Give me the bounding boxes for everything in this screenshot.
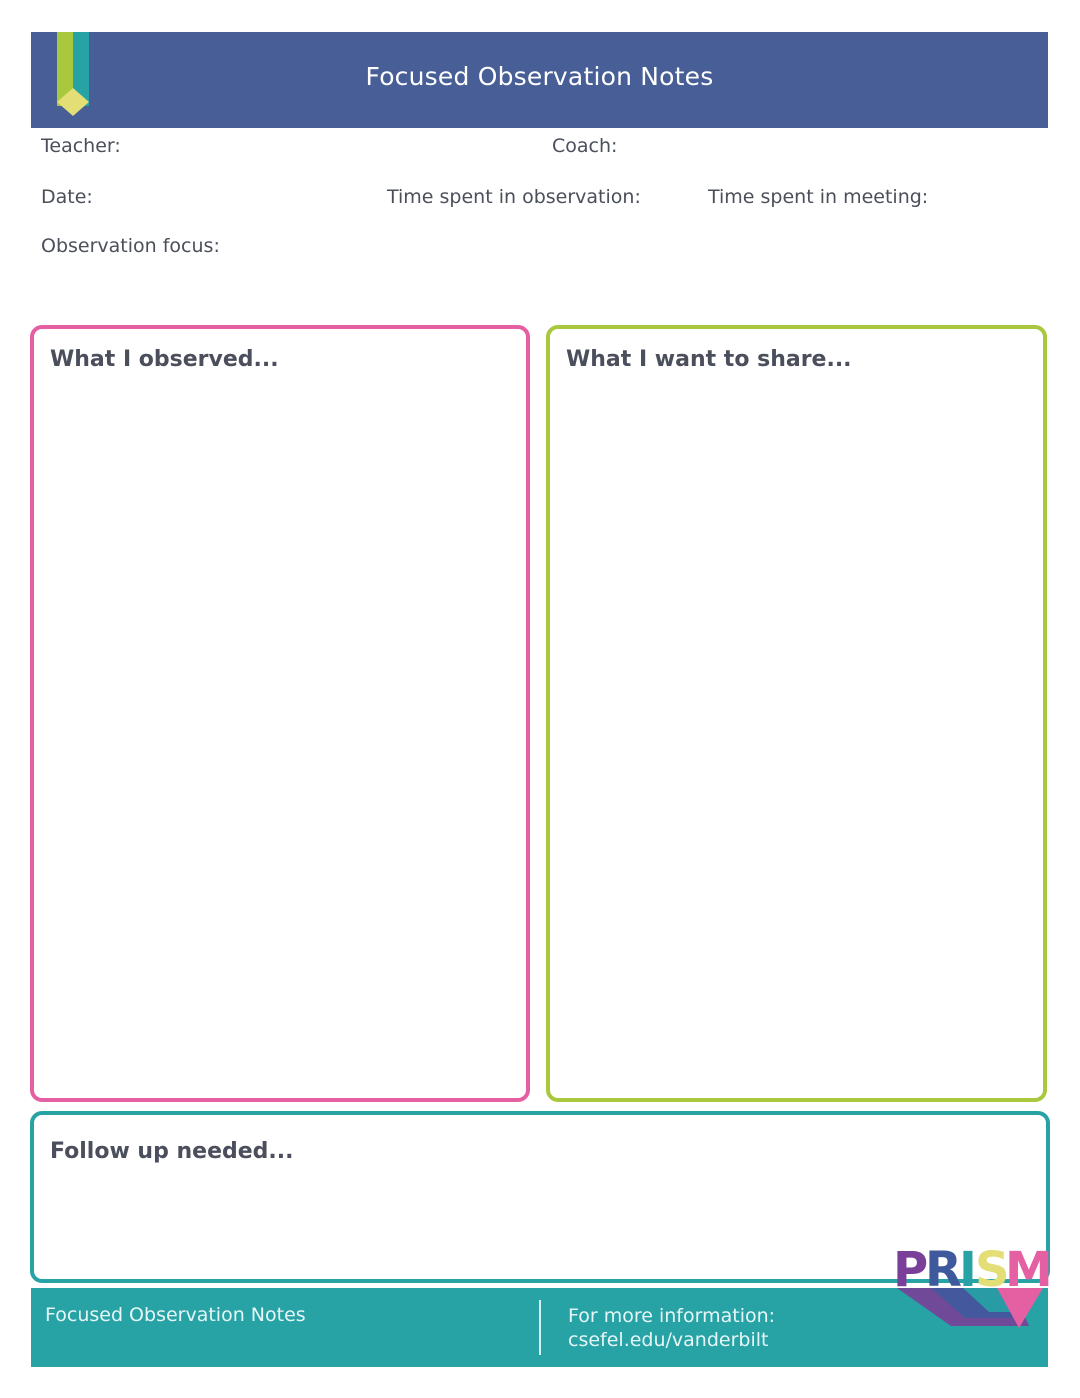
footer-info [568,1304,775,1352]
time-observation-label: Time spent in observation: [387,186,641,208]
header-banner [31,32,1048,128]
svg-text:I: I [959,1242,977,1298]
follow-up-heading: Follow up needed... [50,1139,294,1164]
footer-divider [539,1300,541,1355]
footer-title: Focused Observation Notes [45,1304,306,1326]
time-meeting-label: Time spent in meeting: [708,186,929,208]
observation-focus-label: Observation focus: [41,235,220,257]
footer-info-link[interactable]: csefel.edu/vanderbilt [568,1329,769,1351]
share-heading: What I want to share... [566,347,852,372]
footer-info-label: For more information: [568,1305,776,1327]
svg-text:R: R [925,1242,962,1298]
coach-label: Coach: [552,135,618,157]
svg-text:P: P [893,1242,929,1298]
date-label: Date: [41,186,93,208]
svg-text:M: M [1005,1242,1053,1298]
svg-text:S: S [975,1242,1010,1298]
page-title: Focused Observation Notes [365,62,714,91]
prism-logo-icon [893,1236,1055,1331]
observed-box[interactable] [30,325,530,1102]
teacher-label: Teacher: [41,135,121,157]
observed-heading: What I observed... [50,347,279,372]
share-box[interactable] [546,325,1047,1102]
